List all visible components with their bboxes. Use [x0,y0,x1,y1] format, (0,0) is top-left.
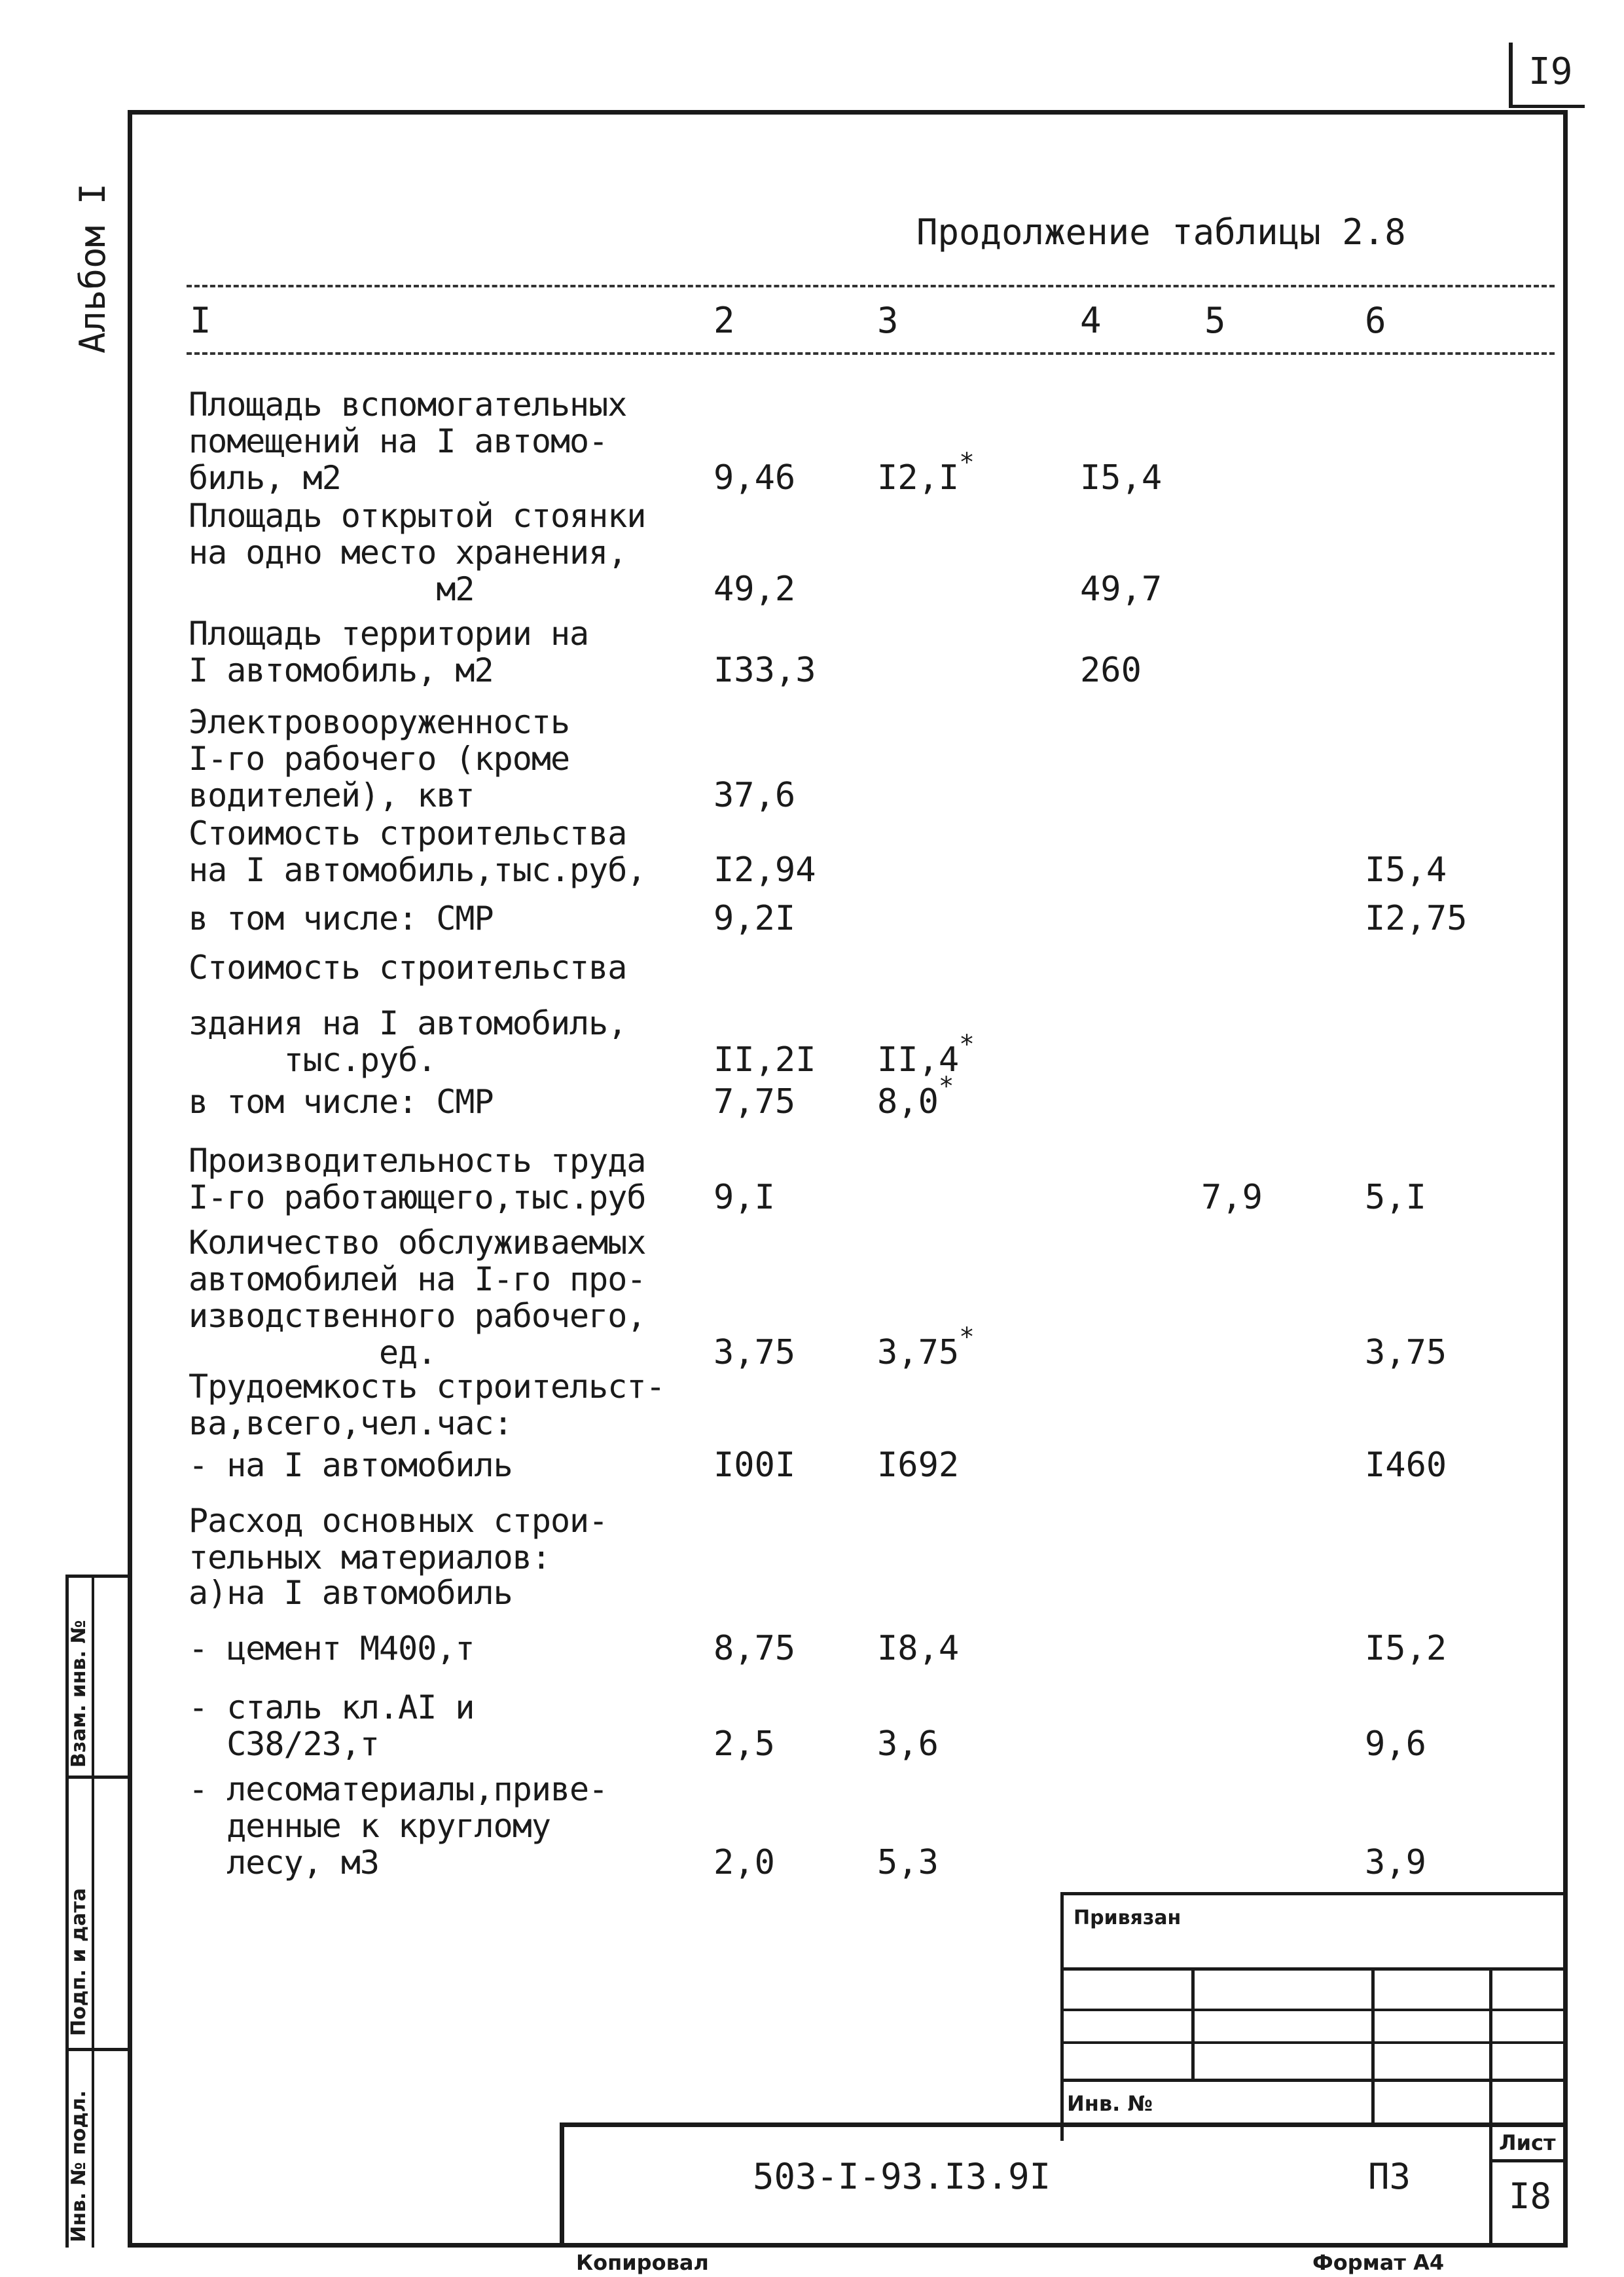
row-label [189,1005,626,1078]
row-label-line: на одно место хранения, [189,534,627,572]
cell-c6 [1365,852,1447,888]
row-label-line: изводственного рабочего, [189,1297,646,1335]
cell-value: 37,6 [713,776,796,815]
stamp-upper-vdiv3 [1489,1967,1492,2124]
row-label-line: в том числе: СМР [189,900,494,938]
cell-value: I460 [1365,1446,1447,1485]
row-label-line: I-го работающего,тыс.руб [189,1178,646,1216]
cell-value: 9,I [713,1178,775,1217]
row-label-line: - цемент М400,т [189,1630,475,1667]
row-label-line: Площадь открытой стоянки [189,497,646,535]
row-label-line: - сталь кл.АI и [189,1688,475,1726]
stamp-privyazan: Привязан [1074,1906,1182,1929]
cell-c2 [713,900,795,937]
side-stamp-top [65,1575,131,1578]
row-label-line: I-го рабочего (кроме [189,740,570,778]
row-label-line: м2 [189,570,475,608]
cell-value: 5,3 [877,1843,939,1882]
cell-value: 49,7 [1080,570,1163,609]
cell-c2 [713,571,795,608]
footer-kopiroval: Копировал [576,2250,709,2275]
side-stamp-div1 [65,1776,131,1779]
row-label-line: I автомобиль, м2 [189,651,494,689]
cell-value: 7,9 [1201,1178,1263,1217]
row-label [189,815,645,888]
stamp-inv-no: Инв. № [1067,2091,1153,2116]
page-number: I9 [1528,50,1573,93]
row-label [189,1575,513,1611]
cell-value: 3,6 [877,1724,939,1764]
footer-format: Формат А4 [1312,2250,1445,2275]
row-label-line: а)на I автомобиль [189,1574,513,1612]
cell-c2 [713,1844,775,1881]
side-stamp-inv-podl: Инв. № подл. [67,2090,90,2242]
cell-c5 [1201,1179,1263,1216]
col-header-1: I [190,300,211,341]
stamp-upper-top [1060,1892,1568,1895]
stamp-doc-code: 503-I-93.I3.9I [753,2156,1051,2197]
cell-value: 8,0 [877,1082,939,1121]
row-label-line: Электровооруженность [189,703,570,741]
cell-value: 2,5 [713,1724,775,1764]
row-label-line: денные к круглому [189,1807,550,1845]
header-rule-bottom [187,352,1555,355]
row-label [189,900,494,937]
row-label-line: - лесоматериалы,приве- [189,1770,608,1808]
stamp-sheet-label: Лист [1499,2130,1556,2155]
row-label [189,1368,665,1442]
cell-c2 [713,460,795,496]
row-label-line: С38/23,т [189,1725,380,1763]
row-label-line: в том числе: СМР [189,1083,494,1121]
footnote-mark: * [959,1029,975,1059]
side-stamp-div2 [65,2048,131,2051]
stamp-sheet-left [1489,2122,1492,2247]
cell-c3 [877,1630,959,1667]
row-label [189,1503,607,1576]
cell-c4 [1080,652,1142,689]
row-label [189,704,569,814]
cell-value: 3,75 [713,1333,796,1372]
cell-value: I5,2 [1365,1629,1447,1668]
cell-value: I2,94 [713,850,816,890]
row-label-line: Количество обслуживаемых [189,1224,646,1262]
cell-c3 [877,1322,975,1372]
row-label [189,1084,494,1120]
row-label-line: тельных материалов: [189,1539,550,1576]
cell-c3 [877,1071,954,1121]
row-label [189,498,645,608]
table-title: Продолжение таблицы 2.8 [916,211,1406,253]
cell-value: I692 [877,1446,960,1485]
cell-value: 3,75 [877,1333,960,1372]
col-header-2: 2 [713,300,735,341]
row-label-line: водителей), квт [189,776,475,814]
cell-value: 5,I [1365,1178,1426,1217]
cell-c3 [877,1447,959,1484]
row-label [189,615,588,689]
cell-c2 [713,1179,775,1216]
cell-c2 [713,1726,775,1762]
cell-value: I00I [713,1446,796,1485]
cell-c2 [713,1042,816,1078]
stamp-main-left [560,2122,564,2247]
row-label-line: Стоимость строительства [189,814,627,852]
frame-top [128,110,1568,115]
cell-value: 2,0 [713,1843,775,1882]
stamp-sheet-div [1489,2159,1568,2162]
cell-c2 [713,1334,795,1371]
cell-c6 [1365,1179,1426,1216]
side-stamp-vzam-inv: Взам. инв. № [67,1620,90,1768]
header-rule-top [187,285,1555,287]
footnote-mark: * [938,1071,954,1101]
cell-value: I2,I [877,458,960,498]
side-stamp-mid [92,1575,94,2248]
cell-value: I8,4 [877,1629,960,1668]
cell-value: 3,9 [1365,1843,1426,1882]
cell-value: I5,4 [1080,458,1163,498]
stamp-upper-left [1060,1892,1064,2141]
cell-value: II,2I [713,1040,816,1080]
frame-left [128,110,132,2248]
cell-value: 8,75 [713,1629,796,1668]
cell-value: 9,46 [713,458,796,498]
row-label-line: тыс.руб. [189,1041,437,1079]
row-label [189,1771,607,1881]
cell-c2 [713,1084,795,1120]
cell-c2 [713,852,816,888]
row-label-line: Стоимость строительства [189,949,627,987]
row-label-line: лесу, м3 [189,1844,380,1882]
cell-c6 [1365,1334,1447,1371]
cell-c6 [1365,900,1468,937]
cell-c3 [877,1029,975,1080]
cell-value: II,4 [877,1040,960,1080]
frame-bottom [128,2243,1568,2248]
stamp-section: ПЗ [1368,2156,1411,2197]
cell-value: I33,3 [713,651,816,690]
row-label [189,1447,513,1484]
cell-value: 260 [1080,651,1142,690]
row-label [189,1224,645,1371]
stamp-upper-vdiv1 [1191,1967,1195,2082]
col-header-3: 3 [877,300,899,341]
cell-value: 7,75 [713,1082,796,1121]
row-label-line: Площадь вспомогательных [189,386,627,424]
row-label-line: биль, м2 [189,459,341,497]
album-label: Альбом I [72,183,113,354]
cell-value: 9,2I [713,899,796,938]
footnote-mark: * [959,1322,975,1352]
row-label-line: здания на I автомобиль, [189,1004,627,1042]
cell-value: I2,75 [1365,899,1468,938]
cell-value: I5,4 [1365,850,1447,890]
row-label-line: автомобилей на I-го про- [189,1260,646,1298]
cell-c3 [877,1726,939,1762]
row-label-line: - на I автомобиль [189,1446,513,1484]
stamp-upper-vdiv2 [1371,1967,1375,2124]
row-label [189,1142,645,1216]
page-number-box-left [1509,43,1513,108]
row-label [189,949,626,986]
row-label [189,1630,475,1667]
col-header-4: 4 [1080,300,1102,341]
cell-c6 [1365,1447,1447,1484]
cell-value: 9,6 [1365,1724,1426,1764]
page-number-box-bottom [1509,105,1585,108]
row-label [189,386,626,496]
cell-c6 [1365,1630,1447,1667]
cell-value: 3,75 [1365,1333,1447,1372]
cell-c2 [713,1630,795,1667]
row-label-line: ед. [189,1334,437,1372]
cell-c4 [1080,571,1162,608]
row-label-line: Расход основных строи- [189,1502,608,1540]
cell-c2 [713,777,795,814]
cell-c2 [713,652,816,689]
row-label-line: Трудоемкость строительст- [189,1368,665,1406]
cell-value: 49,2 [713,570,796,609]
col-header-6: 6 [1365,300,1386,341]
cell-c6 [1365,1726,1426,1762]
row-label-line: Площадь территории на [189,615,589,653]
stamp-sheet-number: I8 [1509,2176,1552,2217]
cell-c3 [877,447,975,498]
row-label-line: на I автомобиль,тыс.руб, [189,851,646,889]
cell-c2 [713,1447,795,1484]
stamp-main-top [560,2122,1568,2127]
row-label-line: помещений на I автомо- [189,422,608,460]
col-header-5: 5 [1204,300,1226,341]
row-label-line: ва,всего,чел.час: [189,1404,513,1442]
cell-c3 [877,1844,939,1881]
footnote-mark: * [959,447,975,477]
side-stamp-podp-data: Подп. и дата [67,1887,90,2036]
row-label-line: Производительность труда [189,1142,646,1180]
frame-right [1563,110,1568,2248]
cell-c6 [1365,1844,1426,1881]
cell-c4 [1080,460,1162,496]
row-label [189,1689,475,1762]
